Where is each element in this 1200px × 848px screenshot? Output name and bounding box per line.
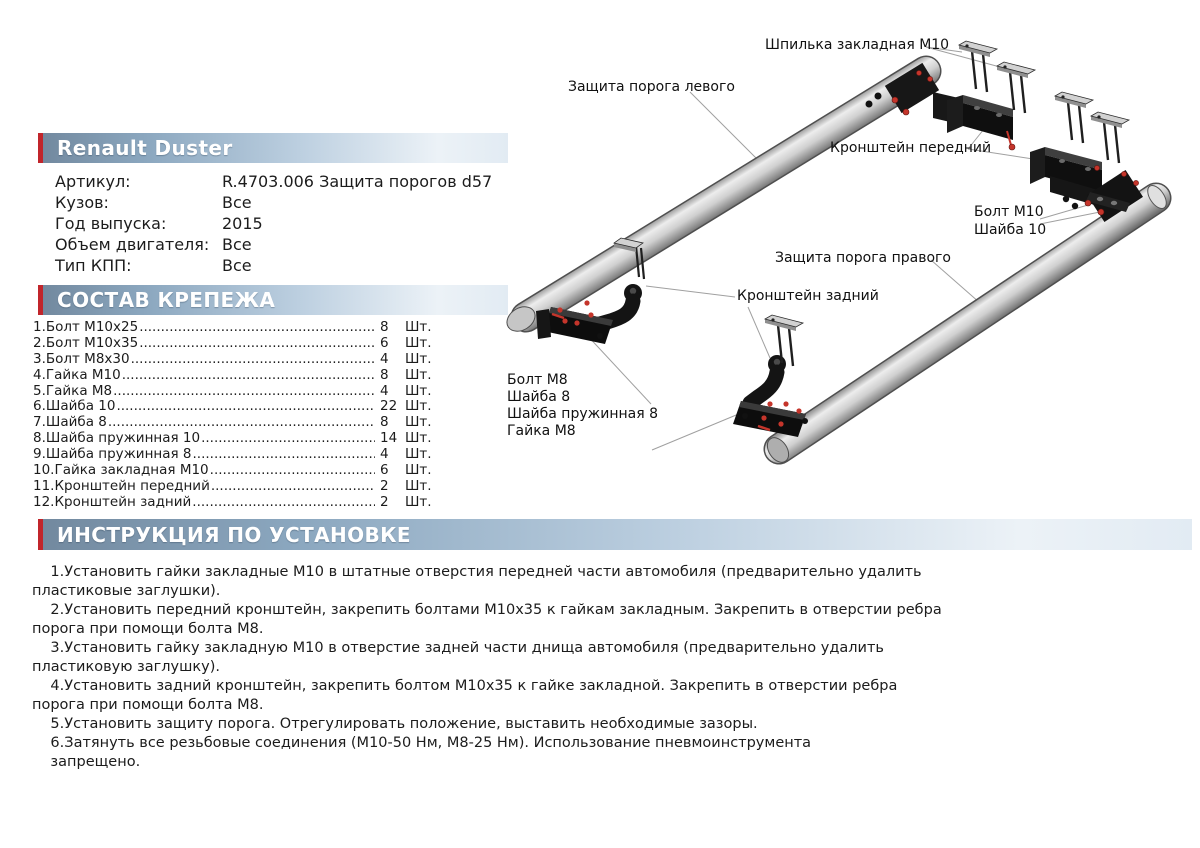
label-bolt-m8: Болт М8 — [507, 372, 568, 388]
label-right-sill-guard: Защита порога правого — [775, 250, 951, 266]
dotted-leader — [113, 384, 375, 400]
hardware-item — [33, 336, 445, 352]
spec-value: Все — [222, 235, 252, 254]
hardware-item-qty: 8 — [380, 319, 389, 335]
spec-row — [55, 171, 492, 192]
hardware-item-unit: Шт. — [405, 382, 432, 399]
spec-row — [55, 234, 492, 255]
hardware-item-name: 8.Шайба пружинная 10 — [33, 430, 201, 447]
hardware-item-name: 4.Гайка М10 — [33, 366, 121, 383]
hardware-item-unit: Шт. — [405, 366, 432, 383]
instruction-line: 6.Затянуть все резьбовые соединения (М10-50 Нм, М8-25 Нм). Использование пневмоинструмента — [32, 735, 812, 751]
spec-row — [55, 192, 492, 213]
rear-bracket-right — [733, 355, 808, 437]
spec-value: Все — [222, 193, 252, 212]
spec-label: Тип КПП: — [55, 256, 132, 275]
instruction-line: пластиковую заглушку). — [32, 659, 220, 675]
hardware-item-name: 1.Болт М10х25 — [33, 319, 139, 335]
hardware-heading: СОСТАВ КРЕПЕЖА — [57, 288, 276, 312]
hardware-item-unit: Шт. — [405, 398, 432, 415]
front-bracket-exploded — [1030, 147, 1143, 222]
hardware-item-name: 3.Болт М8х30 — [33, 350, 130, 367]
hardware-item-unit: Шт. — [405, 430, 432, 447]
hardware-item-name: 9.Шайба пружинная 8 — [33, 446, 192, 463]
hardware-item-qty: 4 — [380, 446, 389, 463]
page-title: Renault Duster — [57, 136, 233, 160]
label-embedded-stud: Шпилька закладная М10 — [765, 37, 950, 53]
instruction-line: порога при помощи болта М8. — [32, 621, 264, 637]
product-specs — [55, 171, 492, 276]
hardware-item — [33, 415, 445, 431]
hardware-item-name: 11.Кронштейн передний — [33, 477, 210, 494]
hardware-item-qty: 14 — [380, 430, 398, 447]
hardware-item-name: 6.Шайба 10 — [33, 398, 116, 415]
dotted-leader — [131, 352, 375, 368]
hardware-item — [33, 399, 445, 415]
hardware-item-name: 10.Гайка закладная М10 — [33, 462, 209, 479]
hardware-item — [33, 368, 445, 384]
instruction-line: 5.Установить защиту порога. Отрегулировать положение, выставить необходимые зазоры. — [32, 716, 758, 732]
dotted-leader — [116, 399, 375, 415]
spec-value: 2015 — [222, 214, 263, 233]
instruction-line: 4.Установить задний кронштейн, закрепить болтом М10х35 к гайке закладной. Закрепить в отверстии ребра — [32, 678, 898, 694]
hardware-item-qty: 2 — [380, 477, 389, 494]
instruction-line: порога при помощи болта М8. — [32, 697, 264, 713]
hardware-item — [33, 384, 445, 400]
hardware-section-bar — [38, 285, 508, 315]
instruction-line: пластиковые заглушки). — [32, 583, 221, 599]
embedded-stud-4 — [1091, 112, 1129, 163]
hardware-item-unit: Шт. — [405, 350, 432, 367]
instruction-line: запрещено. — [32, 754, 141, 770]
label-nut-m8: Гайка М8 — [507, 423, 576, 439]
spec-label: Год выпуска: — [55, 214, 167, 233]
label-washer-8: Шайба 8 — [507, 389, 571, 405]
spec-label: Кузов: — [55, 193, 109, 212]
hardware-item-unit: Шт. — [405, 493, 432, 510]
hardware-item-qty: 22 — [380, 398, 398, 415]
hardware-item — [33, 431, 445, 447]
label-washer-10: Шайба 10 — [974, 222, 1047, 238]
installation-instructions — [32, 563, 942, 772]
hardware-item-qty: 4 — [380, 350, 389, 367]
hardware-item-qty: 6 — [380, 334, 389, 351]
spec-row — [55, 213, 492, 234]
instructions-heading: ИНСТРУКЦИЯ ПО УСТАНОВКЕ — [57, 522, 411, 547]
hardware-item — [33, 320, 445, 336]
hardware-item-unit: Шт. — [405, 446, 432, 463]
spec-value: Все — [222, 256, 252, 275]
product-title-bar — [38, 133, 508, 163]
embedded-stud-1 — [959, 41, 997, 92]
hardware-item — [33, 479, 445, 495]
hardware-item-name: 2.Болт М10х35 — [33, 334, 139, 351]
spec-label: Объем двигателя: — [55, 235, 210, 254]
hardware-item-qty: 4 — [380, 382, 389, 399]
dotted-leader — [201, 431, 375, 447]
spec-label: Артикул: — [55, 172, 131, 191]
label-bolt-m10: Болт М10 — [974, 204, 1044, 220]
hardware-item — [33, 352, 445, 368]
instruction-line: 1.Установить гайки закладные М10 в штатные отверстия передней части автомобиля (предварительно удалить — [32, 564, 922, 580]
label-spring-washer-8: Шайба пружинная 8 — [507, 406, 659, 422]
hardware-item-name: 7.Шайба 8 — [33, 414, 107, 431]
instruction-line: 2.Установить передний кронштейн, закрепить болтами М10х35 к гайкам закладным. Закрепить в отверстии ребра — [32, 602, 942, 618]
hardware-list — [33, 320, 445, 511]
dotted-leader — [211, 479, 375, 495]
hardware-item — [33, 495, 445, 511]
hardware-item-qty: 8 — [380, 414, 389, 431]
dotted-leader — [108, 415, 375, 431]
dotted-leader — [193, 447, 376, 463]
label-rear-bracket: Кронштейн задний — [737, 288, 879, 304]
instructions-section-bar — [38, 519, 1192, 550]
dotted-leader — [139, 320, 375, 336]
spec-row — [55, 255, 492, 276]
instruction-line: 3.Установить гайку закладную М10 в отверстие задней части днища автомобиля (предварительно удалить — [32, 640, 884, 656]
dotted-leader — [210, 463, 375, 479]
dotted-leader — [139, 336, 375, 352]
right-sill-tube — [763, 182, 1170, 466]
dotted-leader — [122, 368, 375, 384]
embedded-stud-2 — [997, 62, 1035, 113]
hardware-item-name: 5.Гайка М8 — [33, 382, 113, 399]
hardware-item-unit: Шт. — [405, 319, 432, 335]
spec-value: R.4703.006 Защита порогов d57 — [222, 172, 493, 191]
hardware-item-unit: Шт. — [405, 414, 432, 431]
embedded-stud-3 — [1055, 92, 1093, 143]
label-left-sill-guard: Защита порога левого — [568, 79, 735, 95]
hardware-item-unit: Шт. — [405, 334, 432, 351]
hardware-item-qty: 2 — [380, 493, 389, 510]
hardware-item-unit: Шт. — [405, 462, 432, 479]
hardware-item-qty: 8 — [380, 366, 389, 383]
hardware-item-qty: 6 — [380, 462, 389, 479]
label-front-bracket: Кронштейн передний — [830, 140, 992, 156]
hardware-item — [33, 463, 445, 479]
dotted-leader — [192, 495, 375, 511]
hardware-item-name: 12.Кронштейн задний — [33, 493, 192, 510]
label-bolt-m8-group — [507, 372, 658, 440]
hardware-item-unit: Шт. — [405, 477, 432, 494]
hardware-item — [33, 447, 445, 463]
label-bolt-m10-washer-10 — [974, 203, 1046, 239]
